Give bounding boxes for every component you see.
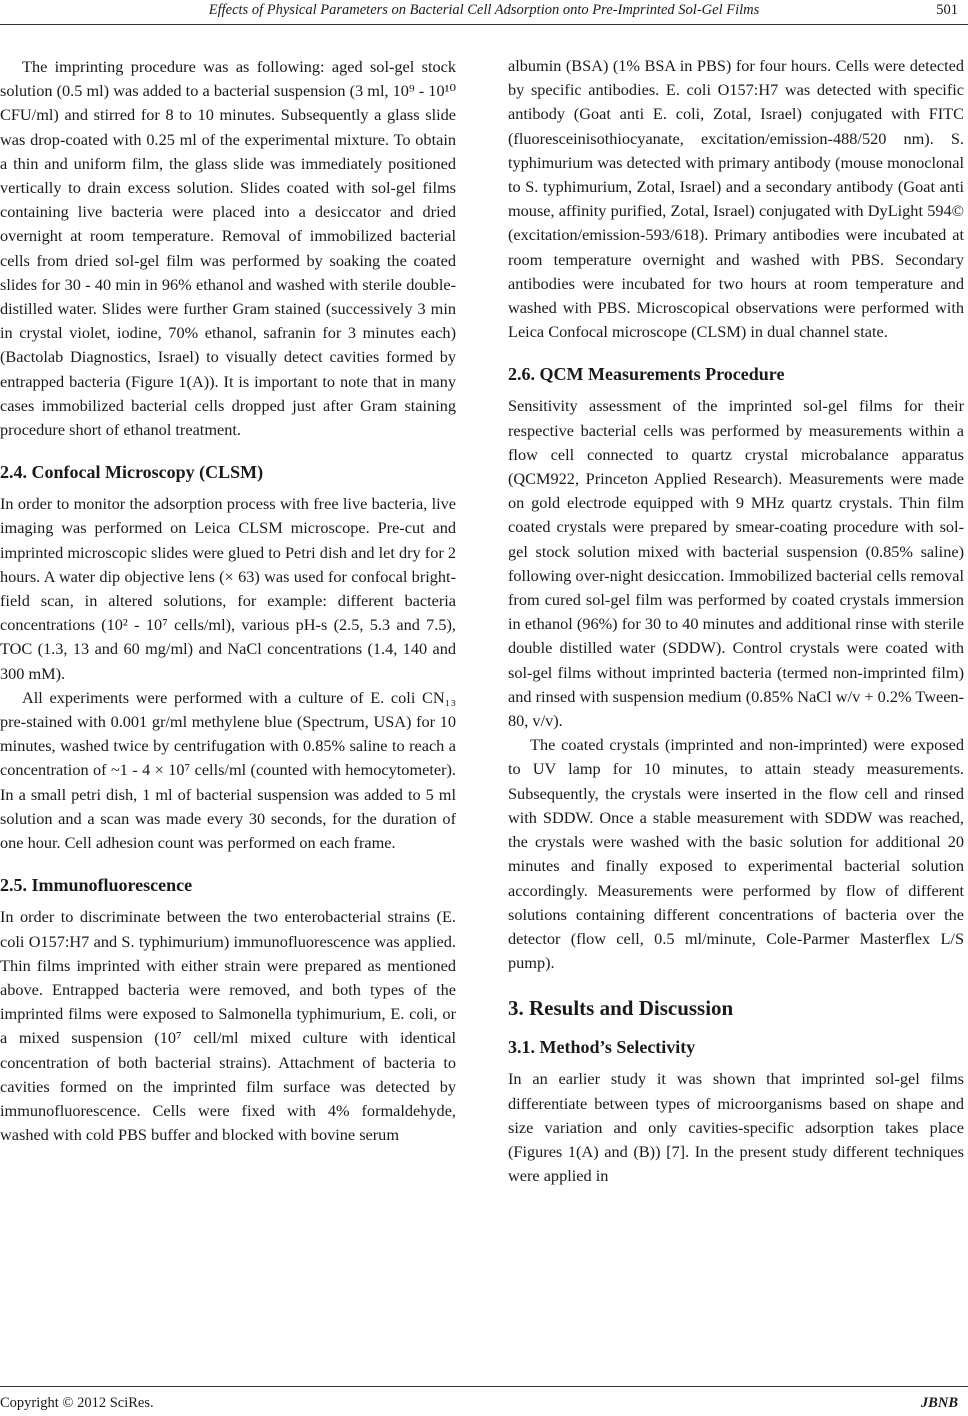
running-title: Effects of Physical Parameters on Bacterial Cell Adsorption onto Pre-Imprinted Sol-Gel Films xyxy=(208,2,760,18)
section-heading-2-5: 2.5. Immunofluorescence xyxy=(0,875,193,896)
paragraph-selectivity: In an earlier study it was shown that imprinted sol-gel films differentiate between types of microorganisms based on shape and size variation and only cavities-specific adsorption takes place (Figures 1(A) and (B)) [7]. In the present study different techniques were applied in xyxy=(508,1069,964,1186)
section-heading-3-1: 3.1. Method’s Selectivity xyxy=(508,1037,696,1058)
page-number: 501 xyxy=(936,2,958,18)
copyright-notice: Copyright © 2012 SciRes. xyxy=(0,1395,154,1411)
paragraph-clsm-1: In order to monitor the adsorption process with free live bacteria, live imaging was performed on Leica CLSM microscope. Pre-cut and imprinted microscopic slides were glued to Petri dish and let dry for 2 hours. A water dip objective lens (× 63) was used for confocal bright-field scan, in altered solutions, for example: different bacteria concentrations (10² - 10⁷ cells/ml), various pH-s (2.5, 5.3 and 7.5), TOC (1.3, 13 and 60 mg/ml) and NaCl concentrations (1.4, 140 and 300 mM). xyxy=(0,494,456,683)
paragraph-imprinting: The imprinting procedure was as following: aged sol-gel stock solution (0.5 ml) was added to a bacterial suspension (3 ml, 10⁹ - 10¹⁰ CFU/ml) and stirred for 8 to 10 minutes. Subsequently a glass slide was drop-coated with 0.25 ml of the experimental mixture. To obtain a thin and uniform film, the glass slide was immediately positioned vertically to drain excess solution. Slides coated with sol-gel films containing live bacteria were placed into a desiccator and dried overnight at room temperature. Removal of immobilized bacterial cells from dried sol-gel film was performed by soaking the coated slides for 30 - 40 min in 96% ethanol and washed with sterile double-distilled water. Slides were further Gram stained (successively 3 min in crystal violet, iodine, 70% ethanol, safranin for 3 minutes each) (Bactolab Diagnostics, Israel) to visually detect cavities formed by entrapped bacteria (Figure 1(A)). It is important to note that in many cases immobilized bacterial cells dropped just after Gram staining procedure short of ethanol treatment. xyxy=(0,57,456,440)
paragraph-immunofluorescence-cont: albumin (BSA) (1% BSA in PBS) for four hours. Cells were detected by specific antibodies. E. coli O157:H7 was detected with specific antibody (Goat anti E. coli, Zotal, Israel) conjugated with FITC (fluoresceinisothiocyanate, excitation/emission-488/520 nm). S. typhimurium was detected with primary antibody (mouse monoclonal to S. typhimurium, Zotal, Israel) and a secondary antibody (Goat anti mouse, affinity purified, Zotal, Israel) conjugated with DyLight 594© (excitation/emission-593/618). Primary antibodies were incubated at room temperature overnight and washed with PBS. Secondary antibodies were incubated for two hours at room temperature and washed with PBS. Microscopical observations were performed with Leica Confocal microscope (CLSM) in dual channel state. xyxy=(508,56,964,342)
section-heading-3: 3. Results and Discussion xyxy=(508,996,734,1021)
right-column xyxy=(508,54,964,1188)
section-heading-2-4: 2.4. Confocal Microscopy (CLSM) xyxy=(0,462,264,483)
page-header xyxy=(0,0,968,30)
page-footer xyxy=(0,1386,968,1416)
header-rule xyxy=(0,24,968,25)
section-heading-2-6: 2.6. QCM Measurements Procedure xyxy=(508,364,785,385)
footer-rule xyxy=(0,1386,968,1387)
paragraph-qcm-1: Sensitivity assessment of the imprinted sol-gel films for their respective bacterial cells was performed by measurements within a flow cell connected to quartz crystal microbalance apparatus (QCM922, Princeton Applied Research). Measurements were made on gold electrode equipped with 9 MHz quartz crystals. Thin film coated crystals were prepared by smear-coating procedure with sol-gel stock solution mixed with bacterial suspension (0.85% saline) following over-night desiccation. Immobilized bacterial cells removal from cured sol-gel film was performed by coated crystals immersion in ethanol (96%) for 30 to 40 minutes and additional rinse with sterile double distilled water (SDDW). Control crystals were coated with sol-gel films without imprinted bacteria (termed non-imprinted film) and rinsed with suspension medium (0.85% NaCl w/v + 0.2% Tween-80, v/v). xyxy=(508,396,964,731)
left-column xyxy=(0,55,456,1147)
paragraph-qcm-2: The coated crystals (imprinted and non-imprinted) were exposed to UV lamp for 10 minutes, to attain steady measurements. Subsequently, the crystals were inserted in the flow cell and rinsed with SDDW. Once a stable measurement with SDDW was reached, the crystals were washed with the basic solution for additional 20 minutes and finally exposed to experimental bacterial solution accordingly. Measurements were performed by flow of different solutions containing different concentrations of bacteria over the detector (flow cell, 0.5 ml/minute, Cole-Parmer Masterflex L/S pump). xyxy=(508,735,964,973)
paragraph-clsm-2: All experiments were performed with a culture of E. coli CN₁₃ pre-stained with 0.001 gr/ml methylene blue (Spectrum, USA) for 10 minutes, washed twice by centrifugation with 0.85% saline to reach a concentration of ~1 - 4 × 10⁷ cells/ml (counted with hemocytometer). In a small petri dish, 1 ml of bacterial suspension was added to 5 ml solution and a scan was made every 30 seconds, for the duration of one hour. Cell adhesion count was performed on each frame. xyxy=(0,687,456,853)
paragraph-immunofluorescence: In order to discriminate between the two enterobacterial strains (E. coli O157:H7 and S. typhimurium) immunofluorescence was applied. Thin films imprinted with either strain were prepared as mentioned above. Entrapped bacteria were removed, and both types of the imprinted films were exposed to Salmonella typhimurium, E. coli, or a mixed suspension (10⁷ cell/ml mixed culture with identical concentration of both bacterial strains). Attachment of bacteria to cavities formed on the imprinted film surface was detected by immunofluorescence. Cells were fixed with 4% formaldehyde, washed with cold PBS buffer and blocked with bovine serum xyxy=(0,907,456,1145)
journal-abbreviation: JBNB xyxy=(920,1395,958,1411)
